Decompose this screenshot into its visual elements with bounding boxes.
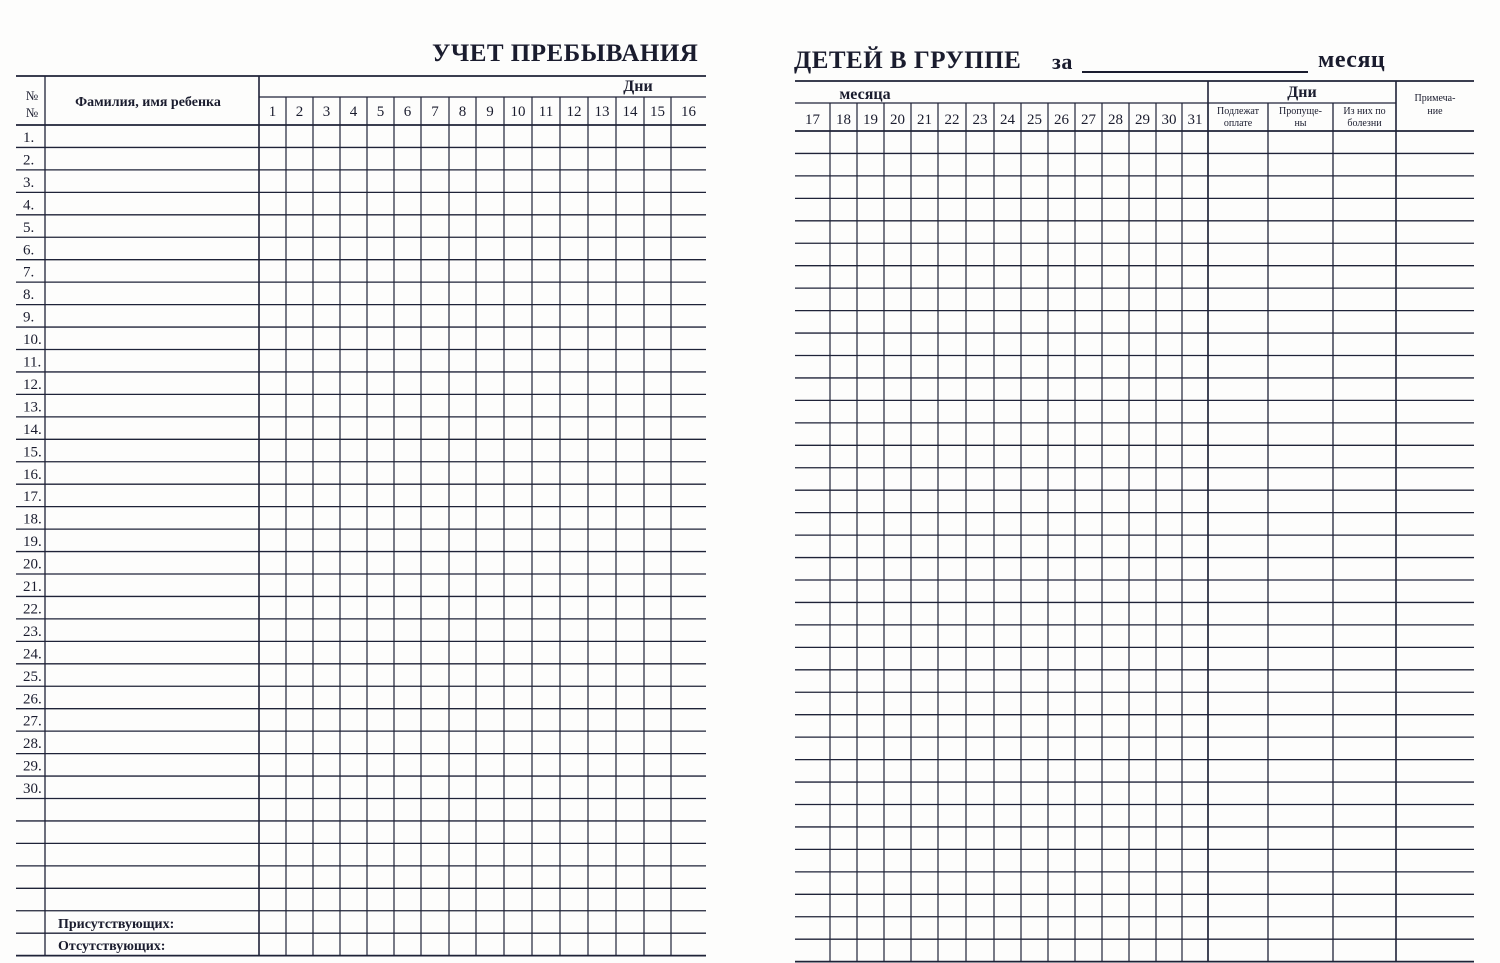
number-header: №: [25, 88, 39, 103]
day-column-header: 13: [594, 104, 610, 120]
day-column-header: 28: [1108, 112, 1123, 128]
day-column-header: 17: [805, 112, 820, 128]
absent-count-label: Отсутствующих:: [58, 939, 166, 955]
day-column-header: 3: [322, 104, 331, 120]
number-header: №: [25, 105, 39, 120]
day-column-header: 22: [944, 112, 960, 128]
row-number: 25.: [23, 668, 42, 685]
row-number: 12.: [23, 376, 42, 393]
notes-column-header: Примеча-: [1414, 93, 1456, 104]
row-number: 7.: [23, 264, 35, 281]
summary-column-header: оплате: [1223, 118, 1253, 129]
summary-column-header: болезни: [1347, 118, 1382, 129]
day-column-header: 11: [538, 104, 554, 120]
page-title-left: УЧЕТ ПРЕБЫВАНИЯ: [432, 40, 699, 67]
days-header: Дни: [1287, 84, 1317, 101]
day-column-header: 14: [622, 104, 638, 120]
row-number: 3.: [23, 174, 35, 191]
row-number: 9.: [23, 309, 35, 326]
day-column-header: 6: [403, 104, 412, 120]
day-column-header: 26: [1054, 112, 1069, 128]
row-number: 11.: [23, 354, 42, 371]
row-number: 23.: [23, 623, 42, 640]
summary-column-header: Подлежат: [1217, 106, 1259, 117]
notes-column-header: ние: [1427, 106, 1443, 117]
day-column-header: 20: [890, 112, 905, 128]
day-column-header: 30: [1161, 112, 1177, 128]
row-number: 15.: [23, 444, 42, 461]
row-number: 8.: [23, 287, 35, 304]
row-number: 26.: [23, 691, 42, 708]
row-number: 22.: [23, 601, 42, 618]
row-number: 10.: [23, 332, 42, 349]
day-column-header: 1: [268, 104, 277, 120]
row-number: 5.: [23, 219, 35, 236]
day-column-header: 9: [486, 104, 494, 120]
present-count-label: Присутствующих:: [58, 916, 175, 932]
day-column-header: 27: [1081, 112, 1096, 128]
name-column-header: Фамилия, имя ребенка: [75, 95, 221, 110]
row-number: 13.: [23, 399, 42, 416]
day-column-header: 10: [510, 104, 526, 120]
day-column-header: 4: [349, 104, 358, 120]
day-column-header: 12: [566, 104, 582, 120]
row-number: 24.: [23, 646, 42, 663]
row-number: 21.: [23, 579, 42, 595]
right-attendance-table: [750, 0, 1500, 963]
day-column-header: 8: [458, 104, 467, 120]
row-number: 4.: [23, 197, 35, 214]
row-number: 27.: [23, 713, 42, 730]
title-for-label: за: [1052, 49, 1073, 74]
title-month-label: месяц: [1318, 47, 1386, 73]
page-title-right: ДЕТЕЙ В ГРУППЕ: [794, 47, 1022, 74]
day-column-header: 2: [295, 104, 304, 120]
day-column-header: 7: [431, 104, 439, 120]
row-number: 16.: [23, 466, 42, 483]
right-page: [750, 0, 1500, 963]
row-number: 6.: [23, 242, 35, 259]
day-column-header: 19: [863, 112, 878, 128]
row-number: 1.: [23, 130, 35, 146]
summary-column-header: Пропуще-: [1278, 106, 1323, 117]
days-header: Дни: [623, 78, 653, 95]
day-column-header: 25: [1027, 112, 1042, 128]
summary-column-header: ны: [1294, 118, 1307, 129]
row-number: 14.: [23, 421, 42, 438]
summary-column-header: Из них по: [1343, 106, 1386, 117]
day-column-header: 23: [972, 112, 988, 128]
row-number: 19.: [23, 534, 42, 551]
day-column-header: 21: [917, 112, 932, 128]
row-number: 29.: [23, 758, 42, 775]
day-column-header: 31: [1187, 112, 1203, 128]
month-header: месяца: [839, 86, 891, 103]
row-number: 2.: [23, 152, 35, 169]
row-number: 18.: [23, 511, 42, 528]
day-column-header: 24: [1000, 112, 1015, 128]
day-column-header: 18: [836, 112, 851, 128]
row-number: 20.: [23, 556, 42, 573]
day-column-header: 16: [681, 104, 696, 120]
row-number: 30.: [23, 781, 42, 798]
day-column-header: 29: [1135, 112, 1150, 128]
row-number: 28.: [23, 736, 42, 753]
row-number: 17.: [23, 489, 42, 506]
day-column-header: 15: [650, 104, 665, 120]
day-column-header: 5: [376, 104, 385, 120]
